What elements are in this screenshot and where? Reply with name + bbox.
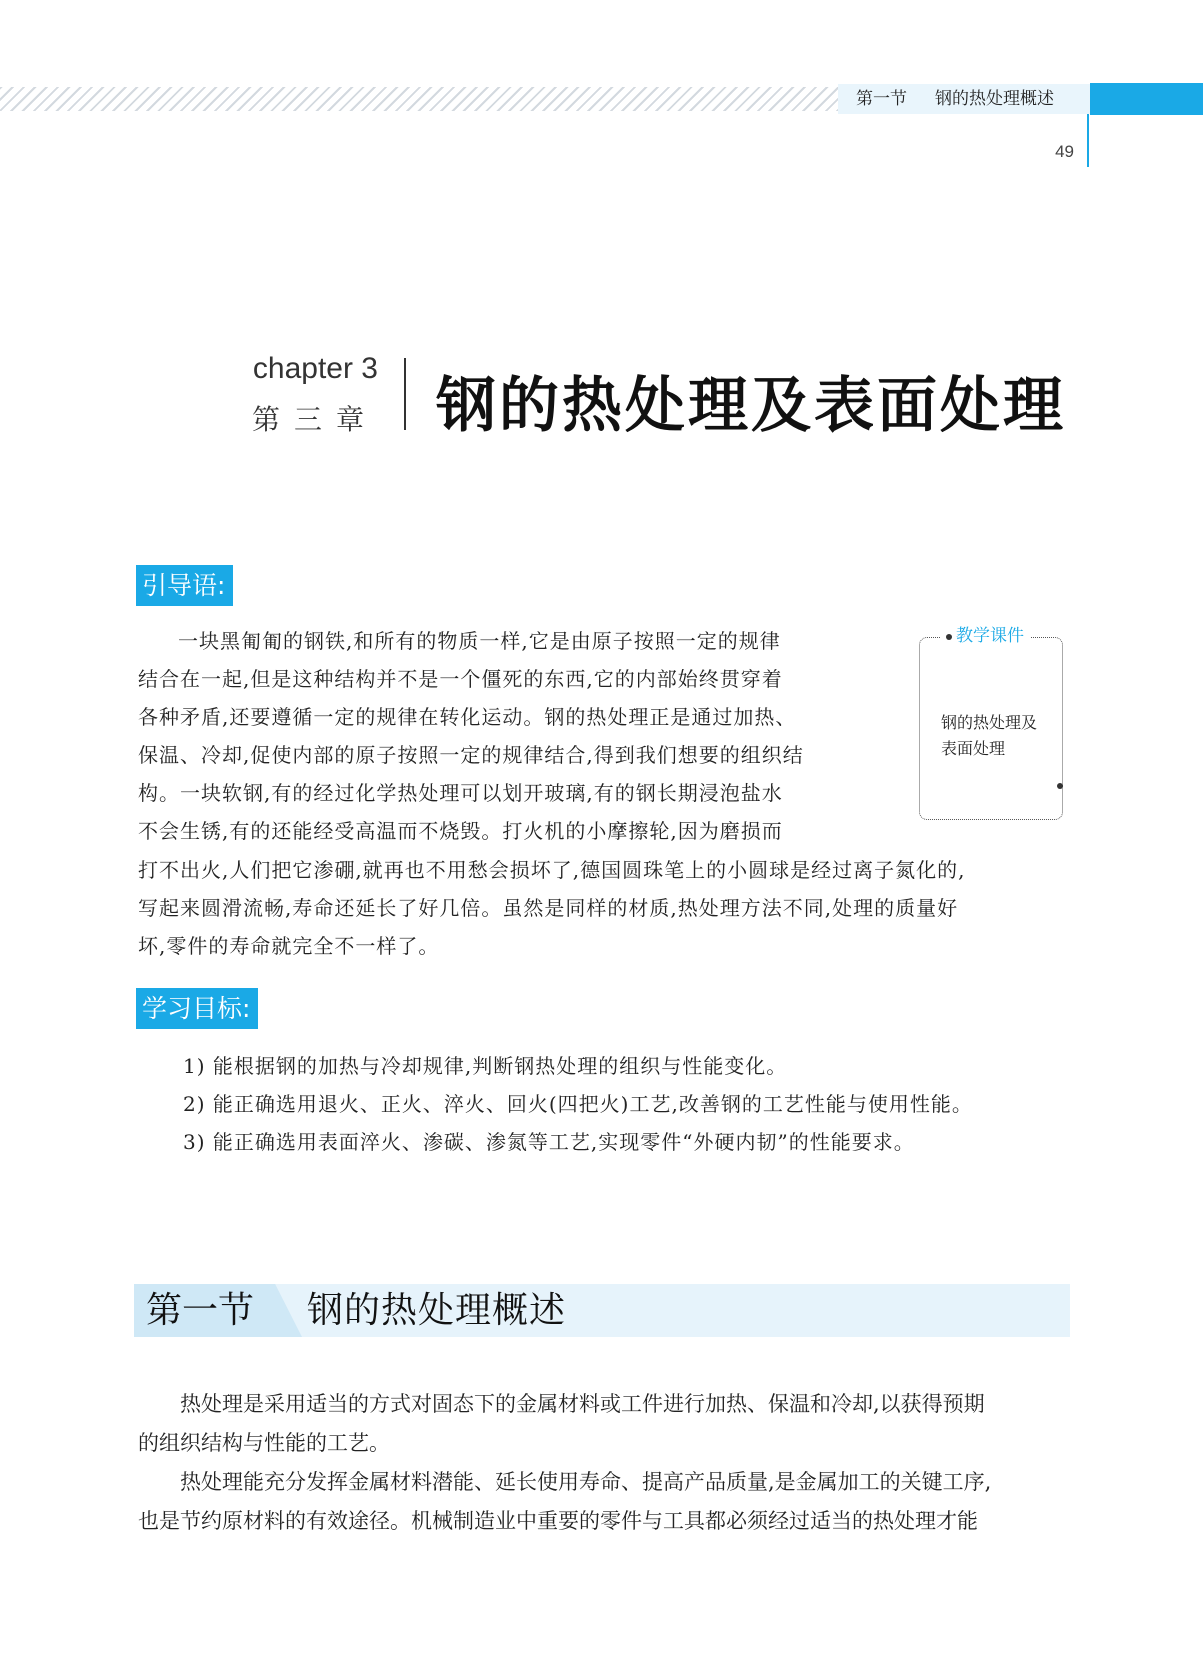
intro-line: 构。一块软钢,有的经过化学热处理可以划开玻璃,有的钢长期浸泡盐水: [138, 781, 783, 805]
intro-line: 坏,零件的寿命就完全不一样了。: [138, 934, 440, 958]
header-accent-line: [1087, 114, 1089, 167]
paragraph-line: 的组织结构与性能的工艺。: [138, 1431, 390, 1455]
section-paragraph-2: [138, 1463, 1078, 1541]
intro-line: 打不出火,人们把它渗硼,就再也不用愁会损坏了,德国圆珠笔上的小圆球是经过离子氮化的,: [138, 858, 966, 882]
header-hatch-decoration: [0, 87, 838, 111]
goals-list: [183, 1047, 973, 1161]
header-accent-block: [1090, 83, 1203, 115]
intro-line: 写起来圆滑流畅,寿命还延长了好几倍。虽然是同样的材质,热处理方法不同,处理的质量好: [138, 896, 959, 920]
courseware-tab[interactable]: [940, 622, 1030, 650]
intro-line: 结合在一起,但是这种结构并不是一个僵死的东西,它的内部始终贯穿着: [138, 667, 783, 691]
courseware-link[interactable]: [941, 710, 1056, 762]
courseware-corner-dot: [1057, 783, 1063, 789]
intro-line: 各种矛盾,还要遵循一定的规律在转化运动。钢的热处理正是通过加热、: [138, 705, 797, 729]
chapter-divider: [404, 358, 406, 430]
running-header: [838, 84, 1090, 114]
courseware-dot-icon: [946, 634, 952, 640]
section-paragraph-1: [138, 1385, 1078, 1463]
running-header-title: 钢的热处理概述: [935, 89, 1054, 109]
intro-label: 引导语:: [136, 565, 233, 606]
running-header-section: 第一节: [856, 89, 907, 109]
paragraph-line: 热处理能充分发挥金属材料潜能、延长使用寿命、提高产品质量,是金属加工的关键工序,: [180, 1470, 992, 1494]
intro-paragraph-continued: [138, 851, 1068, 965]
intro-line: 一块黑匍匍的钢铁,和所有的物质一样,它是由原子按照一定的规律: [178, 629, 781, 653]
chapter-label-en: chapter 3: [252, 352, 378, 385]
section-number: 第一节: [146, 1290, 255, 1331]
intro-paragraph: [138, 622, 883, 850]
goal-item: 2) 能正确选用退火、正火、淬火、回火(四把火)工艺,改善钢的工艺性能与使用性能。: [183, 1092, 973, 1116]
courseware-text-line: 钢的热处理及: [941, 713, 1038, 732]
chapter-title: 钢的热处理及表面处理: [436, 371, 1066, 441]
page-number: 49: [1055, 142, 1074, 161]
paragraph-line: 也是节约原材料的有效途径。机械制造业中重要的零件与工具都必须经过适当的热处理才能: [138, 1509, 978, 1533]
goal-item: 1) 能根据钢的加热与冷却规律,判断钢热处理的组织与性能变化。: [183, 1054, 788, 1078]
chapter-label-cn: 第三章: [251, 403, 378, 436]
intro-line: 不会生锈,有的还能经受高温而不烧毁。打火机的小摩擦轮,因为磨损而: [138, 819, 783, 843]
goals-label: 学习目标:: [136, 988, 258, 1029]
courseware-text-line: 表面处理: [941, 739, 1006, 758]
section-title: 钢的热处理概述: [307, 1290, 567, 1331]
goal-item: 3) 能正确选用表面淬火、渗碳、渗氮等工艺,实现零件“外硬内韧”的性能要求。: [183, 1130, 915, 1154]
courseware-tab-label: 教学课件: [956, 626, 1024, 646]
paragraph-line: 热处理是采用适当的方式对固态下的金属材料或工件进行加热、保温和冷却,以获得预期: [180, 1392, 985, 1416]
intro-line: 保温、冷却,促使内部的原子按照一定的规律结合,得到我们想要的组织结: [138, 743, 804, 767]
